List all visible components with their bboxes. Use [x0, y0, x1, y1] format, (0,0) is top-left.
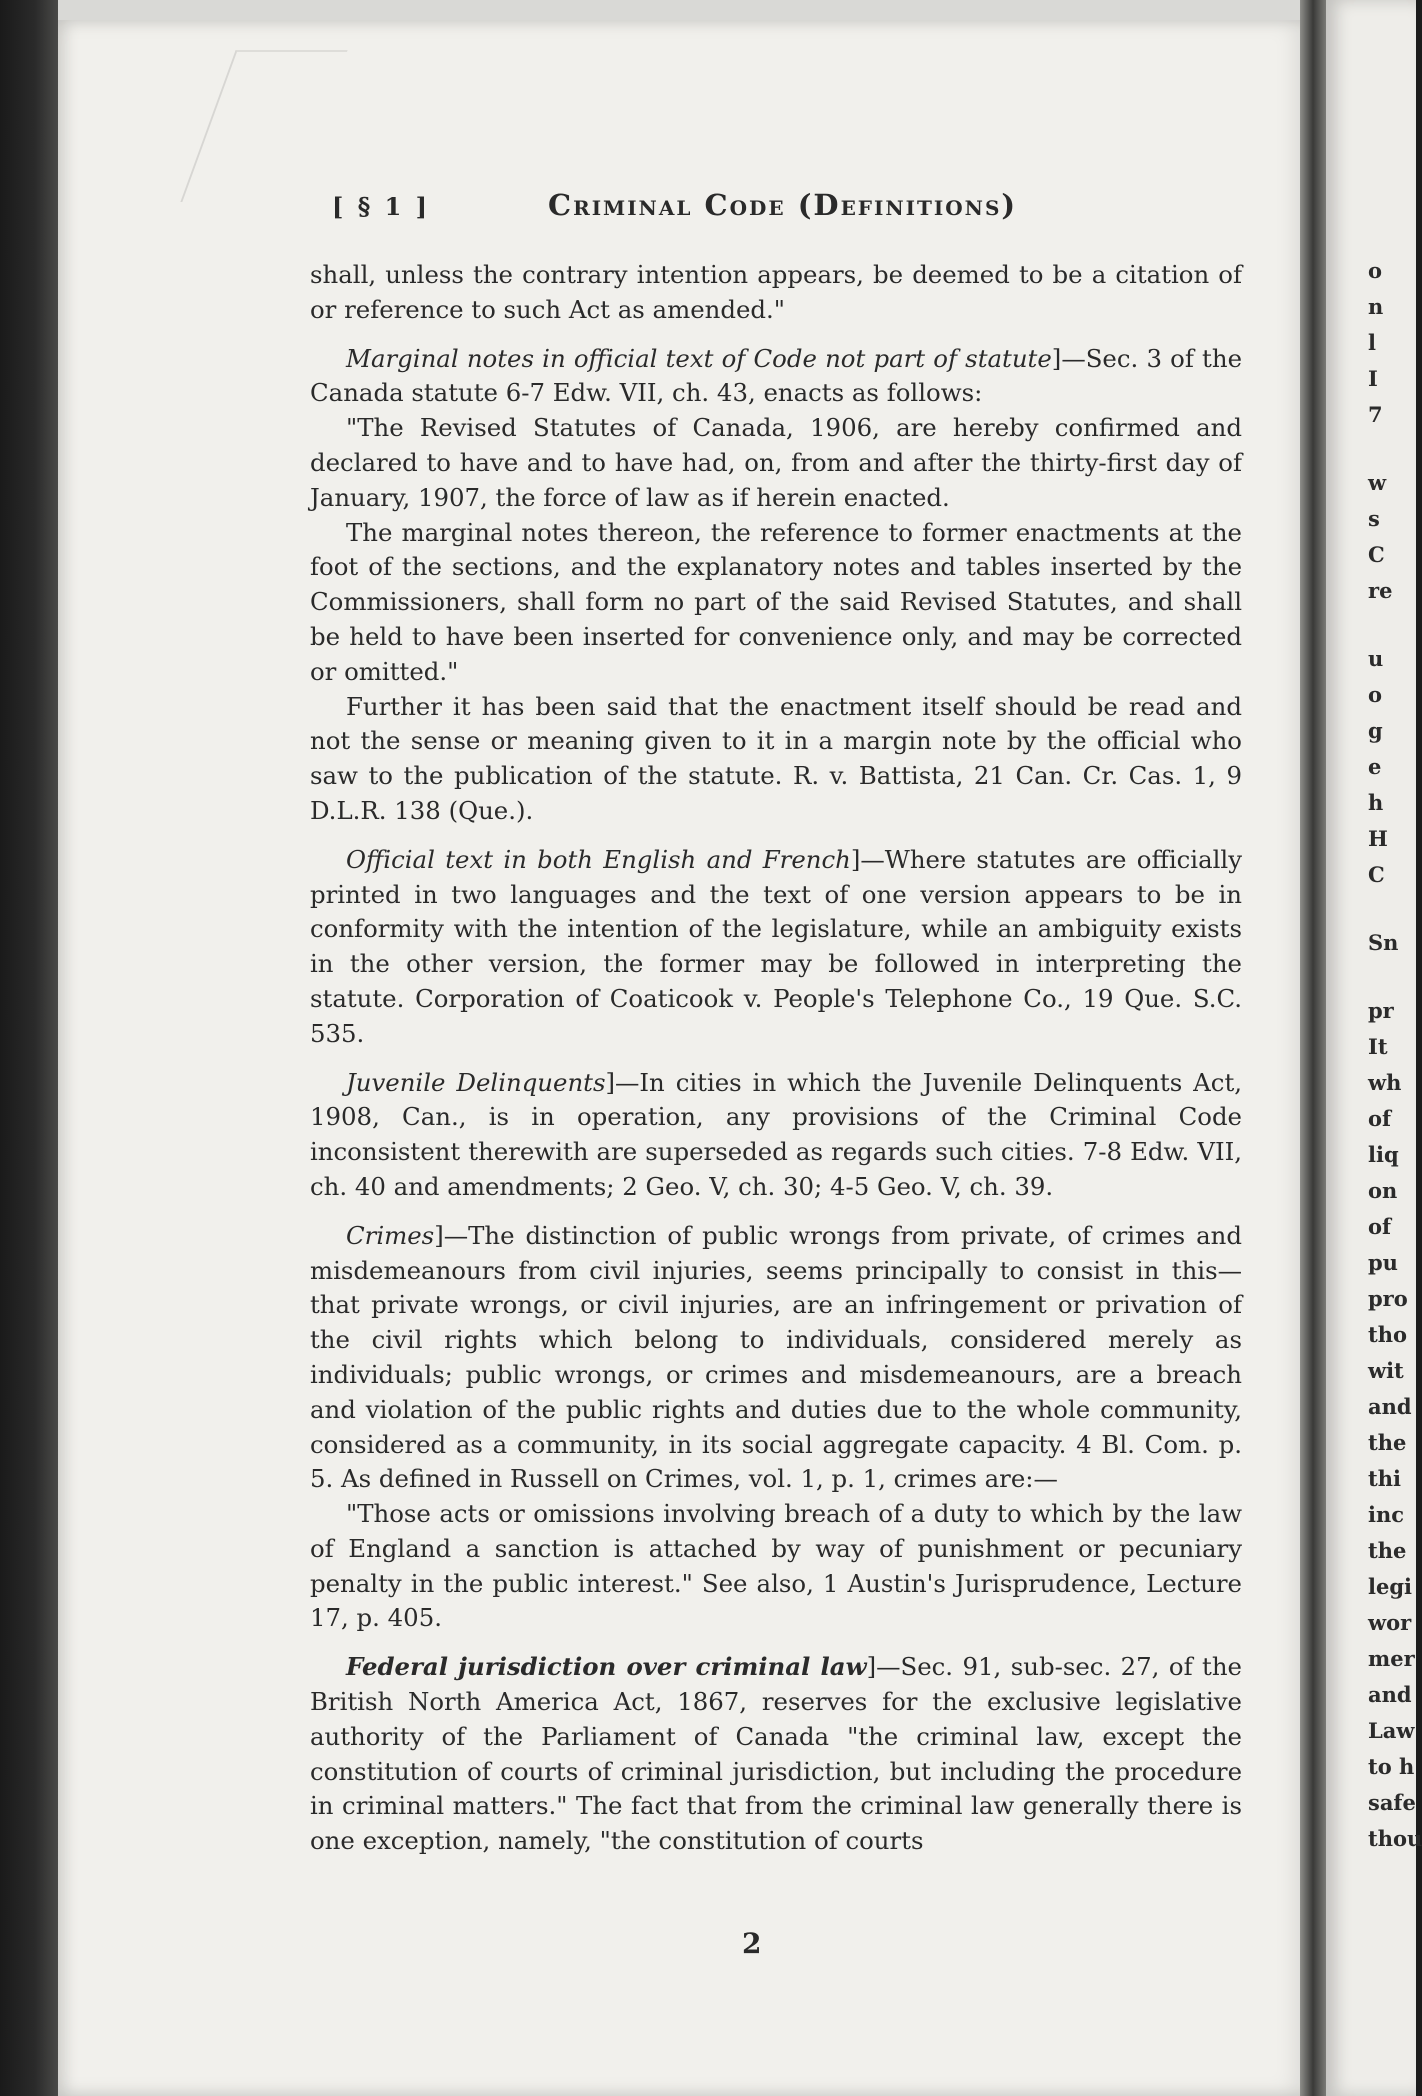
paragraph-text: ]—Sec. 3 of the Canada statute 6-7 Edw. VII, ch. 43, enacts as follows: — [310, 343, 1243, 408]
facing-page-fragment: o — [1368, 258, 1383, 283]
paragraph-heading: Juvenile Delinquents — [346, 1067, 606, 1097]
paragraph-text: Further it has been said that the enactment itself should be read and not the sense or meaning given to it in a margin note by the official who saw to the publication of the statute. R. v. Battista, 21 Can. Cr. Cas. 1, 9 D.L.R. 138 (Que.). — [310, 691, 1242, 825]
facing-page-fragment: o — [1368, 682, 1383, 707]
facing-page-fragment: on — [1368, 1178, 1398, 1203]
facing-page-fragment: tho — [1368, 1322, 1407, 1347]
facing-page-fragment: pr — [1368, 998, 1394, 1023]
paragraph-heading: Marginal notes in official text of Code not part of statute — [346, 343, 1052, 373]
paragraph-official-text — [310, 843, 1242, 1052]
section-number: [ § 1 ] — [332, 192, 431, 221]
running-title: Criminal Code (Definitions) — [548, 188, 1018, 222]
facing-page-fragment: wit — [1368, 1358, 1404, 1383]
facing-page-fragment: s — [1368, 506, 1380, 531]
paragraph-text: ]—In cities in which the Juvenile Delinquents Act, 1908, Can., is in operation, any provisions of the Criminal Code inconsistent therewith are superseded as regards such cities. 7-8 Edw. VII, ch. 40 and amendments; 2 Geo. V, ch. 30; 4-5 Geo. V, ch. 39. — [310, 1067, 1242, 1201]
facing-page-fragment: u — [1368, 646, 1384, 671]
paragraph-further — [310, 690, 1242, 829]
facing-page-fragment: I — [1368, 366, 1378, 391]
facing-page-fragment: and — [1368, 1394, 1412, 1419]
facing-page-fragment: n — [1368, 294, 1384, 319]
body-text — [310, 258, 1242, 1859]
facing-page-fragment: to h — [1368, 1754, 1415, 1779]
paragraph-quote-2 — [310, 516, 1242, 690]
facing-page-fragment: h — [1368, 790, 1384, 815]
facing-page-fragment: thi — [1368, 1466, 1401, 1491]
facing-page-fragment: H — [1368, 826, 1388, 851]
facing-page-fragment: g — [1368, 718, 1383, 743]
facing-page-fragment: It — [1368, 1034, 1388, 1059]
facing-page-fragment: of — [1368, 1214, 1392, 1239]
paragraph-heading: Federal jurisdiction over criminal law — [346, 1652, 867, 1682]
facing-page-fragment: Sn — [1368, 930, 1399, 955]
paragraph-crimes-quote — [310, 1497, 1242, 1636]
facing-page-fragment: w — [1368, 470, 1387, 495]
paragraph-text: ]—Where statutes are officially printed in two languages and the text of one version appears to be in conformity with the intention of the legislature, while an ambiguity exists in the other version, the former may be followed in interpreting the statute. Corporation of Coaticook v. People's Telephone Co., 19 Que. S.C. 535. — [310, 844, 1242, 1048]
facing-page-fragment: Law — [1368, 1718, 1415, 1743]
paper-crease — [180, 50, 347, 202]
facing-page-fragment: re — [1368, 578, 1393, 603]
facing-page-fragment: e — [1368, 754, 1382, 779]
facing-page-fragment: wh — [1368, 1070, 1402, 1095]
paragraph-text: shall, unless the contrary intention appears, be deemed to be a citation of or reference to such Act as amended." — [310, 260, 1242, 324]
page-gutter — [1300, 0, 1326, 2096]
facing-page-fragment: safe — [1368, 1790, 1416, 1815]
facing-page-fragment: and — [1368, 1682, 1412, 1707]
facing-page-fragment: wor — [1368, 1610, 1412, 1635]
page-number: 2 — [742, 1927, 762, 1960]
facing-page-fragment: thou — [1368, 1826, 1422, 1851]
facing-page-fragment: inc — [1368, 1502, 1405, 1527]
paragraph-text: "The Revised Statutes of Canada, 1906, are hereby confirmed and declared to have and to have had, on, from and after the thirty-first day of January, 1907, the force of law as if herein enacted. — [310, 413, 1242, 512]
facing-page-fragment: 7 — [1368, 402, 1383, 427]
facing-page-fragment: the — [1368, 1430, 1407, 1455]
paragraph-marginal-notes — [310, 342, 1242, 412]
paragraph-text: "Those acts or omissions involving breach of a duty to which by the law of England a sanction is attached by way of punishment or pecuniary penalty in the public interest." See also, 1 Austin's Jurisprudence, Lecture 17, p. 405. — [310, 1499, 1242, 1633]
paragraph-text: The marginal notes thereon, the reference to former enactments at the foot of the sections, and the explanatory notes and tables inserted by the Commissioners, shall form no part of the said Revised Statutes, and shall be held to have been inserted for convenience only, and may be corrected or omitted." — [310, 517, 1242, 686]
paragraph-1 — [310, 258, 1242, 328]
paragraph-federal — [310, 1650, 1242, 1859]
paragraph-text: ]—Sec. 91, sub-sec. 27, of the British North America Act, 1867, reserves for the exclusive legislative authority of the Parliament of Canada "the criminal law, except the constitution of courts of criminal jurisdiction, but including the procedure in criminal matters." The fact that from the criminal law generally there is one exception, namely, "the constitution of courts — [310, 1652, 1242, 1856]
facing-page-fragment: legi — [1368, 1574, 1412, 1599]
facing-page-fragment: of — [1368, 1106, 1392, 1131]
facing-page-fragment: pro — [1368, 1286, 1408, 1311]
facing-page-fragment: C — [1368, 542, 1385, 567]
paragraph-juvenile — [310, 1066, 1242, 1205]
paragraph-quote-1 — [310, 411, 1242, 515]
paragraph-heading: Crimes — [346, 1220, 435, 1250]
facing-page-fragment: l — [1368, 330, 1376, 355]
facing-page-fragment: the — [1368, 1538, 1407, 1563]
facing-page-fragment: mer — [1368, 1646, 1415, 1671]
book-binding — [0, 0, 58, 2096]
paragraph-crimes — [310, 1219, 1242, 1497]
paragraph-heading: Official text in both English and French — [346, 844, 851, 874]
paragraph-text: ]—The distinction of public wrongs from private, of crimes and misdemeanours from civil injuries, seems principally to consist in this—that private wrongs, or civil injuries, are an infringement or privation of the civil rights which belong to individuals, considered merely as individuals; public wrongs, or crimes and misdemeanours, are a breach and violation of the public rights and duties due to the whole community, considered as a community, in its social aggregate capacity. 4 Bl. Com. p. 5. As defined in Russell on Crimes, vol. 1, p. 1, crimes are:— — [310, 1220, 1242, 1494]
facing-page-fragment: pu — [1368, 1250, 1398, 1275]
facing-page-fragment: C — [1368, 862, 1385, 887]
facing-page-fragment: liq — [1368, 1142, 1399, 1167]
